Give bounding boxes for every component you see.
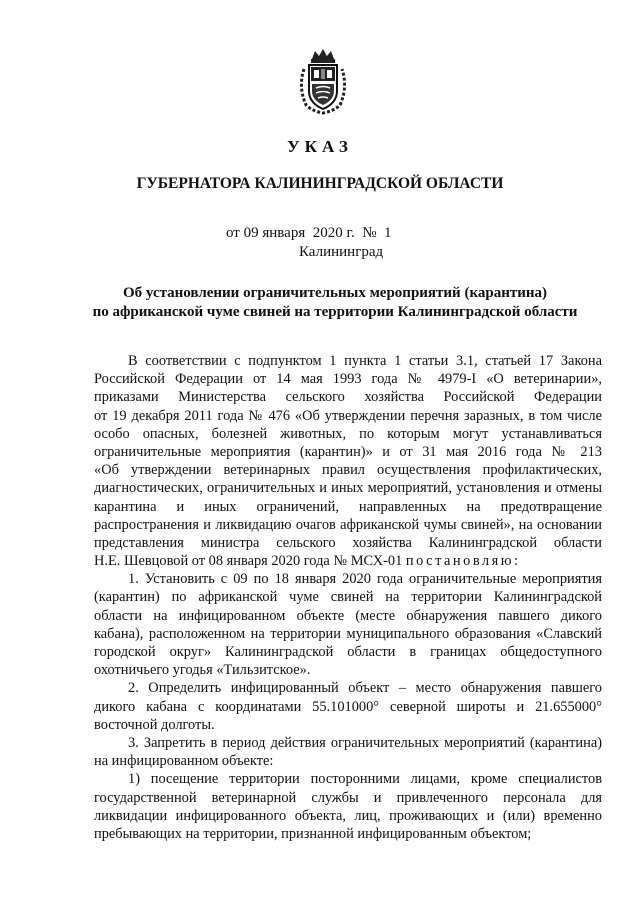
body-line: особо опасных, болезней животных, по которым могут устанавливаться: [94, 425, 602, 442]
item-2-line: восточной долготы.: [94, 716, 215, 733]
body-line: ограничительные мероприятия (карантин)» и от 31 мая 2016 года № 213: [94, 443, 602, 460]
body-line: карантина и иных ограничений, направленных на предотвращение: [94, 498, 602, 515]
item-1-line: кабана), расположенном на территории муниципального образования «Славский: [94, 625, 602, 642]
coat-of-arms-emblem: [296, 47, 350, 115]
item-3-line: 3. Запретить в период действия ограничительных мероприятий (карантина): [128, 734, 602, 751]
item-1-line: охотничьего угодья «Тильзитское».: [94, 662, 311, 679]
body-line: от 19 декабря 2011 года № 476 «Об утверждении перечня заразных, в том числе: [94, 407, 602, 424]
postanovlyayu: постановляю:: [405, 553, 521, 570]
item-2-line: 2. Определить инфицированный объект – место обнаружения павшего: [128, 680, 602, 697]
decree-city: Калининград: [299, 244, 384, 260]
body-line: приказами Министерства сельского хозяйства Российской Федерации: [94, 389, 602, 406]
item-3-1-line: ликвидации инфицированного объекта, лиц, проживающих и (или) временно: [94, 807, 602, 824]
item-1-line: городской округ» Калининградской области в границах общедоступного: [94, 644, 602, 660]
number-sign: №: [362, 225, 377, 241]
body-line: распространения и ликвидацию очагов африканской чумы свиней», на основании: [94, 516, 602, 533]
body-line: [94, 552, 602, 570]
decree-date-number: [226, 225, 392, 242]
decree-issuer: ГУБЕРНАТОРА КАЛИНИНГРАДСКОЙ ОБЛАСТИ: [136, 175, 504, 192]
item-3-1-line: государственной ветеринарной службы и привлеченного персонала для: [94, 789, 602, 806]
decree-body: [94, 352, 602, 843]
body-line: В соответствии с подпунктом 1 пункта 1 статьи 3.1, статьей 17 Закона: [128, 353, 602, 369]
heading-line: Об установлении ограничительных мероприятий (карантина): [122, 285, 547, 301]
body-line: представления министра сельского хозяйства Калининградской области: [94, 534, 602, 551]
body-line: «Об утверждении ветеринарных правил осуществления профилактических,: [94, 462, 602, 479]
item-1-line: 1. Установить с 09 по 18 января 2020 года ограничительные мероприятия: [128, 571, 602, 588]
preamble-last-text: Н.Е. Шевцовой от 08 января 2020 года № МСХ-01: [94, 553, 403, 570]
body-line: диагностических, ограничительных и иных мероприятий, установления и отмены: [94, 480, 602, 497]
heading-line: по африканской чуме свиней на территории Калининградской области: [92, 304, 578, 320]
decree-number: 1: [384, 225, 392, 241]
item-1-line: (карантин) по африканской чуме свиней на территории Калининградской: [94, 589, 602, 606]
body-line: Российской Федерации от 14 мая 1993 года № 4979-I «О ветеринарии»,: [94, 371, 602, 388]
decree-title: УКАЗ: [287, 137, 353, 156]
decree-year: 2020 г.: [312, 225, 355, 241]
item-3-line: на инфицированном объекте:: [94, 753, 274, 770]
date-prefix: от: [226, 225, 240, 241]
decree-date: 09 января: [243, 225, 306, 241]
item-2-line: дикого кабана с координатами 55.101000° северной широты и 21.655000°: [94, 698, 602, 715]
item-1-line: области на инфицированном объекте (месте обнаружения павшего дикого: [94, 607, 602, 624]
item-3-1-line: пребывающих на территории, признанной инфицированным объектом;: [94, 825, 532, 842]
item-3-1-line: 1) посещение территории посторонними лицами, кроме специалистов: [128, 771, 602, 788]
decree-heading: [70, 284, 600, 322]
